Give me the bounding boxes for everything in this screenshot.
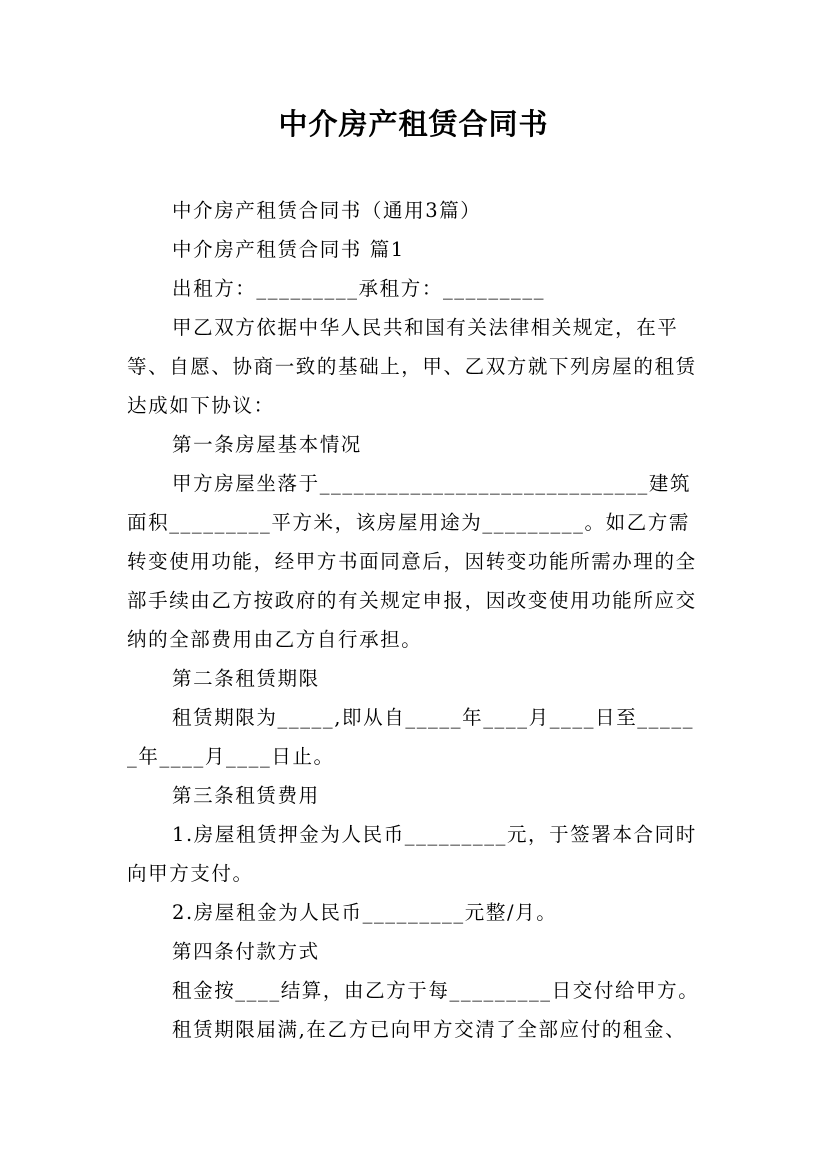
article-3-item-2: 2.房屋租金为人民币_________元整/月。 [172,901,558,924]
article-1-body: 甲方房屋坐落于_____________________________建筑面积_________平方米，该房屋用途为_________。如乙方需转变使用功能，经甲方书面同意后，因转变功能所需办理的全部手续由乙方按政府的有关规定申报，因改变使用功能所应交纳的全部费用由乙方自行承担。 [127,472,697,651]
article-4-body: 租金按____结算，由乙方于每_________日交付给甲方。 [172,979,700,1002]
article-2-body: 租赁期限为_____,即从自_____年____月____日至______年____月____日止。 [127,706,695,768]
paragraph-parties: 出租方：_________承租方：_________ [172,277,546,300]
paragraph-preamble: 甲乙双方依据中华人民共和国有关法律相关规定，在平等、自愿、协商一致的基础上，甲、乙双方就下列房屋的租赁达成如下协议： [127,316,697,417]
article-1-heading: 第一条房屋基本情况 [172,433,362,456]
document-body [127,191,705,1049]
article-4-heading: 第四条付款方式 [172,940,320,963]
document-title: 中介房产租赁合同书 [278,107,549,141]
article-4-continuation: 租赁期限届满,在乙方已向甲方交清了全部应付的租金、 [172,1018,687,1041]
paragraph-subtitle: 中介房产租赁合同书（通用3篇） [172,199,482,222]
article-3-item-1: 1.房屋租赁押金为人民币_________元，于签署本合同时向甲方支付。 [127,823,697,885]
paragraph-section-heading: 中介房产租赁合同书 篇1 [172,238,405,261]
article-3-heading: 第三条租赁费用 [172,784,320,807]
article-2-heading: 第二条租赁期限 [172,667,320,690]
